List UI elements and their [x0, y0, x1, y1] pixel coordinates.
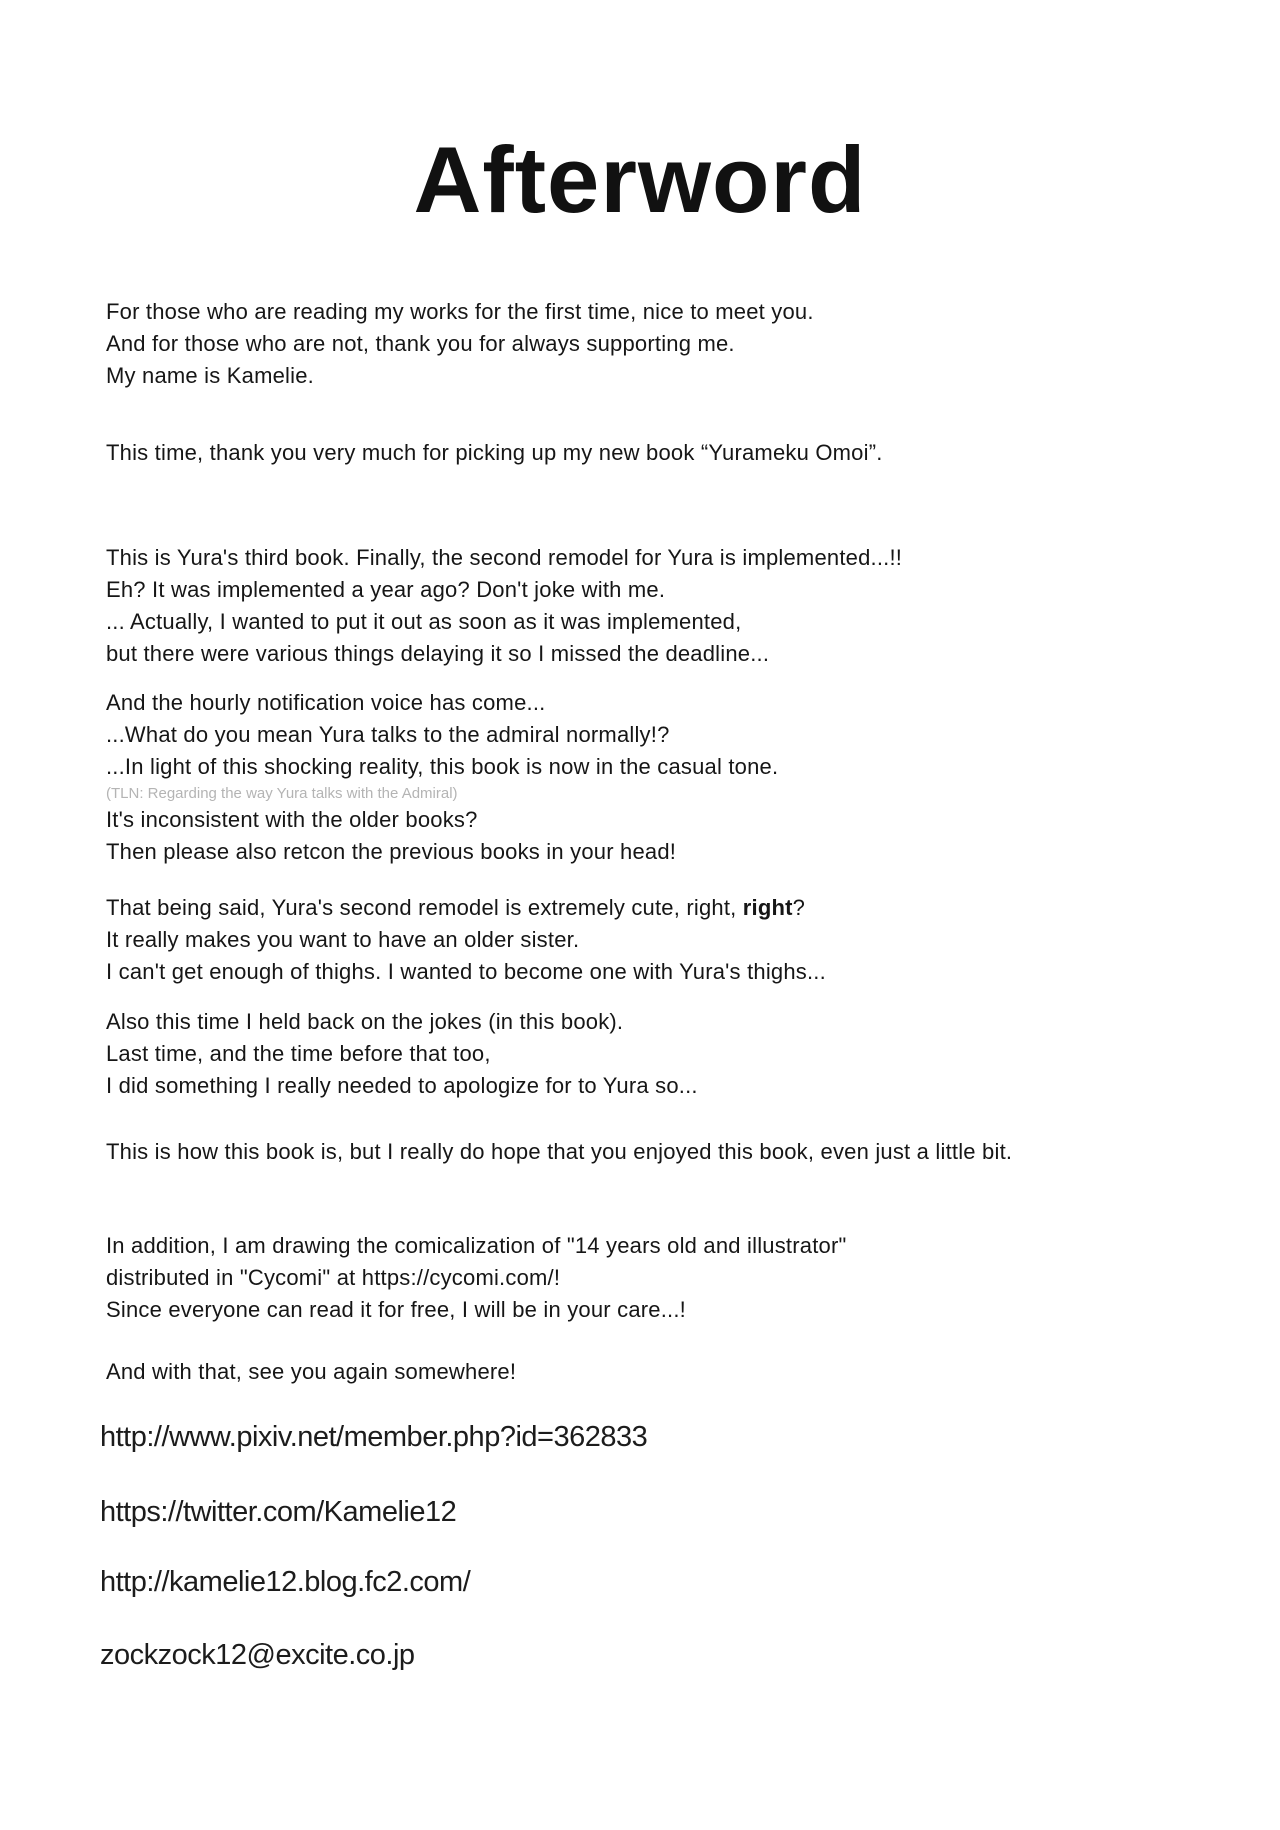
text-line: I did something I really needed to apologize for to Yura so... — [106, 1073, 698, 1098]
text-line: Also this time I held back on the jokes (in this book). — [106, 1009, 624, 1034]
text-line: This time, thank you very much for picking up my new book “Yurameku Omoi”. — [106, 440, 883, 465]
para-third-book — [106, 542, 1240, 670]
text-line: ...What do you mean Yura talks to the admiral normally!? — [106, 722, 670, 747]
text-segment: ? — [792, 895, 806, 920]
pixiv-url: http://www.pixiv.net/member.php?id=362833 — [100, 1421, 648, 1453]
para-jokes — [106, 1006, 1240, 1102]
text-line: but there were various things delaying it so I missed the deadline... — [106, 641, 770, 666]
text-line: It's inconsistent with the older books? — [106, 807, 478, 832]
para-second-remodel — [106, 892, 1240, 988]
text-line: Eh? It was implemented a year ago? Don't joke with me. — [106, 577, 666, 602]
email-address: zockzock12@excite.co.jp — [100, 1639, 415, 1671]
text-line: This is Yura's third book. Finally, the second remodel for Yura is implemented...!! — [106, 545, 903, 570]
page-title: Afterword — [413, 127, 867, 232]
blog-url: http://kamelie12.blog.fc2.com/ — [100, 1566, 471, 1598]
para-hope — [106, 1136, 1240, 1168]
text-segment-bold: right — [742, 895, 793, 920]
text-line: Then please also retcon the previous books in your head! — [106, 839, 677, 864]
text-line: And the hourly notification voice has come... — [106, 690, 546, 715]
para-thanks — [106, 437, 1240, 469]
para-hourly-voice — [106, 687, 1240, 868]
text-line: distributed in "Cycomi" at https://cycomi.com/! — [106, 1265, 561, 1290]
text-line: My name is Kamelie. — [106, 363, 314, 388]
text-line: It really makes you want to have an older sister. — [106, 927, 580, 952]
text-line: And with that, see you again somewhere! — [106, 1359, 517, 1384]
para-comicalization — [106, 1230, 1240, 1326]
tln-note: (TLN: Regarding the way Yura talks with the Admiral) — [106, 785, 458, 802]
twitter-url: https://twitter.com/Kamelie12 — [100, 1496, 457, 1528]
para-farewell — [106, 1356, 1240, 1388]
para-intro — [106, 296, 1240, 392]
text-line: This is how this book is, but I really do hope that you enjoyed this book, even just a little bit. — [106, 1139, 1013, 1164]
text-line: Since everyone can read it for free, I will be in your care...! — [106, 1297, 686, 1322]
text-line: In addition, I am drawing the comicalization of "14 years old and illustrator" — [106, 1233, 847, 1258]
text-line: For those who are reading my works for the first time, nice to meet you. — [106, 299, 814, 324]
text-segment: That being said, Yura's second remodel is extremely cute, right, — [106, 895, 743, 920]
text-line: I can't get enough of thighs. I wanted to become one with Yura's thighs... — [106, 959, 826, 984]
text-line — [106, 892, 1240, 924]
text-line: ... Actually, I wanted to put it out as soon as it was implemented, — [106, 609, 742, 634]
text-line: Last time, and the time before that too, — [106, 1041, 491, 1066]
text-line: And for those who are not, thank you for always supporting me. — [106, 331, 735, 356]
text-line: ...In light of this shocking reality, this book is now in the casual tone. — [106, 754, 779, 779]
